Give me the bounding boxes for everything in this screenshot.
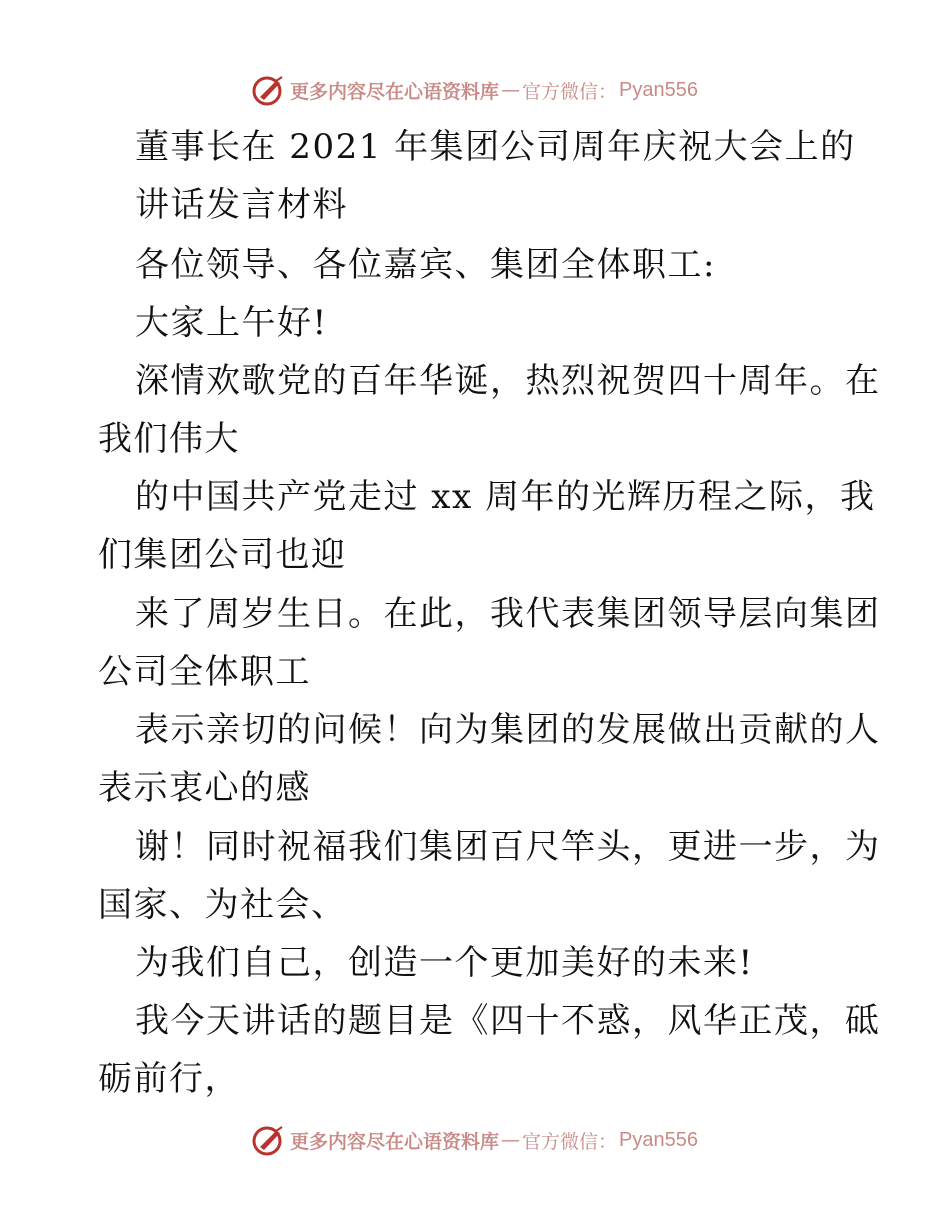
watermark-name: 更多内容尽在心语资料库: [290, 80, 500, 103]
paragraph-line: 来了周岁生日。在此，我代表集团领导层向集团: [135, 594, 881, 634]
quill-logo-icon: [252, 1123, 286, 1157]
paragraph-line: 的中国共产党走过 xx 周年的光辉历程之际，我: [135, 477, 876, 517]
watermark-wechat-id: Pyan556: [619, 78, 698, 101]
watermark-wechat-label: 官方微信：: [522, 80, 618, 103]
quill-logo-icon: [252, 73, 286, 107]
paragraph-line: 公司全体职工: [98, 652, 311, 692]
paragraph-line: 为我们自己，创造一个更加美好的未来!: [135, 943, 754, 983]
watermark-wechat-id: Pyan556: [619, 1128, 698, 1151]
paragraph-line: 表示衷心的感: [98, 768, 311, 808]
paragraph-line: 谢！同时祝福我们集团百尺竿头，更进一步，为: [135, 827, 881, 867]
paragraph-line: 我们伟大: [98, 419, 240, 459]
paragraph-line: 深情欢歌党的百年华诞，热烈祝贺四十周年。在: [135, 361, 881, 401]
greeting-line: 大家上午好!: [135, 303, 328, 343]
paragraph-line: 表示亲切的问候！向为集团的发展做出贡献的人: [135, 710, 881, 750]
watermark-wechat-label: 官方微信：: [522, 1130, 618, 1153]
paragraph-line: 我今天讲话的题目是《四十不惑，风华正茂，砥: [135, 1001, 881, 1041]
footer-watermark: [0, 1120, 950, 1160]
paragraph-line: 们集团公司也迎: [98, 535, 347, 575]
salutation-line: 各位领导、各位嘉宾、集团全体职工:: [135, 245, 716, 285]
header-watermark: [0, 70, 950, 110]
paragraph-line: 国家、为社会、: [98, 885, 347, 925]
watermark-separator: —: [501, 79, 521, 101]
watermark-name: 更多内容尽在心语资料库: [290, 1130, 500, 1153]
watermark-separator: —: [501, 1129, 521, 1151]
paragraph-line: 砺前行，: [98, 1059, 240, 1099]
title-line-1: 董事长在 2021 年集团公司周年庆祝大会上的: [135, 127, 856, 167]
title-line-2: 讲话发言材料: [135, 185, 348, 225]
